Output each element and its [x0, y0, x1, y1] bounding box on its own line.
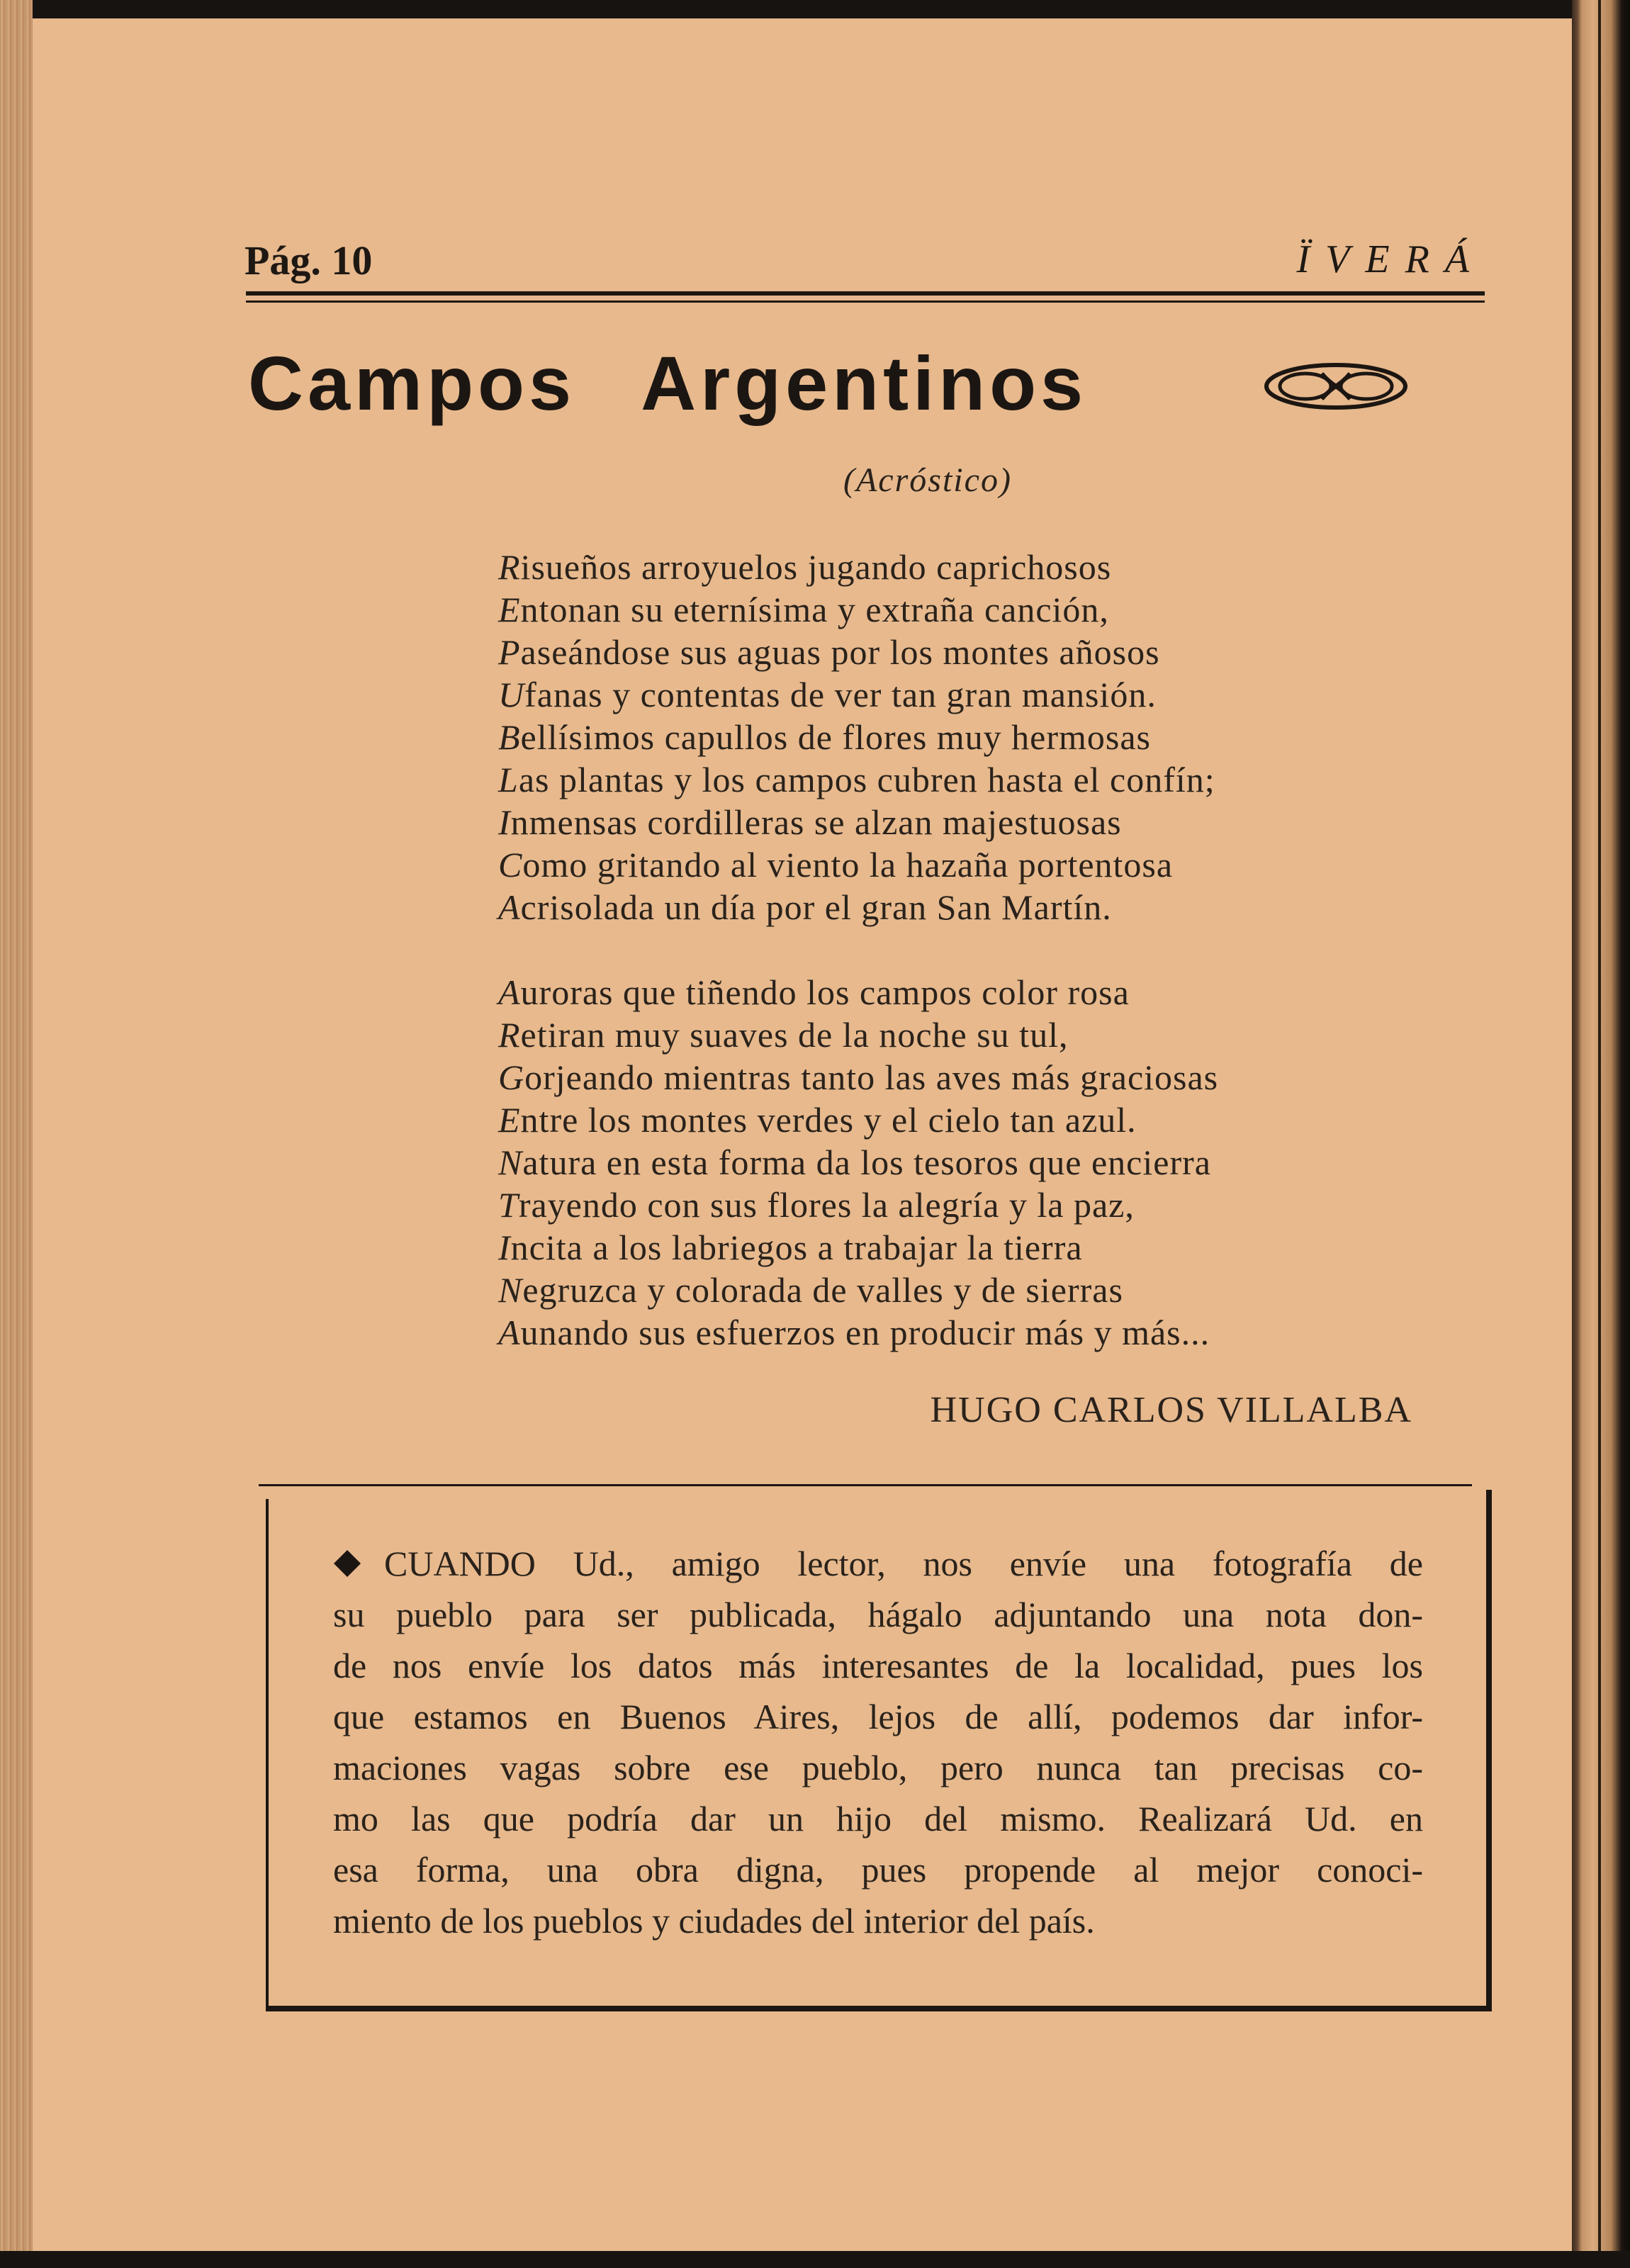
acrostic-initial: C: [498, 845, 523, 885]
poem-line: [498, 546, 1420, 588]
page-binding-edge: [0, 0, 33, 2268]
acrostic-initial: E: [498, 590, 521, 629]
acrostic-initial: L: [498, 760, 519, 799]
acrostic-initial: U: [498, 675, 525, 714]
notice-box-border-right: [1486, 1490, 1492, 2007]
acrostic-initial: B: [498, 717, 521, 757]
knot-ornament-icon: [1261, 358, 1410, 415]
notice-box-border-bottom: [266, 2006, 1492, 2011]
acrostic-initial: I: [498, 802, 511, 842]
notice-line: [333, 1538, 1423, 1589]
notice-line-text: esa forma, una obra digna, pues propende al mejor conoci-: [333, 1850, 1423, 1890]
poem-line-text: rayendo con sus flores la alegría y la paz,: [518, 1185, 1135, 1225]
article-subtitle: (Acróstico): [843, 461, 1012, 499]
poem-line-text: fanas y contentas de ver tan gran mansión.: [524, 675, 1157, 714]
notice-line: [333, 1844, 1423, 1895]
poem-line: [498, 1269, 1420, 1311]
reader-notice: [333, 1538, 1423, 1946]
poem-line: [498, 588, 1420, 631]
acrostic-initial: N: [498, 1270, 523, 1310]
poem-line-text: crisolada un día por el gran San Martín.: [520, 887, 1112, 927]
article-title: Campos Argentinos: [248, 340, 1088, 426]
notice-line-text: maciones vagas sobre ese pueblo, pero nunca tan precisas co-: [333, 1748, 1423, 1787]
poem-line: [498, 971, 1420, 1014]
poem-line-text: ellísimos capullos de flores muy hermosas: [520, 717, 1152, 757]
poem-line-text: isueños arroyuelos jugando caprichosos: [520, 547, 1112, 587]
header-rule-thin: [246, 301, 1485, 303]
page-header: [244, 237, 1485, 286]
poem-line-text: ntre los montes verdes y el cielo tan azul.: [520, 1100, 1137, 1140]
notice-line: [333, 1793, 1423, 1844]
poem-line: [498, 1184, 1420, 1226]
notice-line: [333, 1742, 1423, 1793]
notice-box-border-top: [259, 1484, 1472, 1486]
notice-line-text: de nos envíe los datos más interesantes de la localidad, pues los: [333, 1646, 1423, 1685]
acrostic-initial: E: [498, 1100, 521, 1140]
notice-line: [333, 1589, 1423, 1640]
notice-line-text: miento de los pueblos y ciudades del interior del país.: [333, 1901, 1095, 1941]
poem-line: [498, 843, 1420, 886]
poem-line-text: uroras que tiñendo los campos color rosa: [520, 972, 1130, 1012]
acrostic-initial: R: [498, 1015, 521, 1055]
notice-box-border-left: [266, 1499, 269, 2009]
acrostic-initial: N: [498, 1143, 523, 1182]
poem-line-text: nmensas cordilleras se alzan majestuosas: [510, 802, 1122, 842]
acrostic-initial: G: [498, 1057, 525, 1097]
poem-line: [498, 886, 1420, 928]
acrostic-initial: R: [498, 547, 521, 587]
poem-line: [498, 1141, 1420, 1184]
poem-line: [498, 631, 1420, 673]
poem-line-text: ncita a los labriegos a trabajar la tierra: [510, 1228, 1083, 1267]
acrostic-initial: T: [498, 1185, 519, 1225]
poem-line: [498, 1056, 1420, 1099]
notice-line-text: que estamos en Buenos Aires, lejos de allí, podemos dar infor-: [333, 1697, 1423, 1736]
scan-top-border: [0, 0, 1630, 18]
poem-line-text: egruzca y colorada de valles y de sierras: [522, 1270, 1123, 1310]
poem-line: [498, 758, 1420, 801]
poem-line: [498, 801, 1420, 843]
acrostic-initial: P: [498, 632, 521, 672]
notice-line: [333, 1691, 1423, 1742]
poem-line-text: orjeando mientras tanto las aves más graciosas: [524, 1057, 1219, 1097]
poem-line-text: as plantas y los campos cubren hasta el confín;: [518, 760, 1215, 799]
poem-line: [498, 716, 1420, 758]
poem-stanza: [498, 546, 1420, 928]
poem-line-text: aseándose sus aguas por los montes añosos: [520, 632, 1160, 672]
poem-line: [498, 1014, 1420, 1056]
poem-line-text: unando sus esfuerzos en producir más y más...: [520, 1313, 1210, 1352]
acrostic-initial: I: [498, 1228, 511, 1267]
acrostic-initial: A: [498, 1313, 521, 1352]
poem-line-text: ntonan su eternísima y extraña canción,: [520, 590, 1109, 629]
poem-line-text: atura en esta forma da los tesoros que encierra: [522, 1143, 1211, 1182]
poem-line-text: etiran muy suaves de la noche su tul,: [520, 1015, 1069, 1055]
running-title: ÏVERÁ: [1296, 237, 1485, 281]
notice-line-text: mo las que podría dar un hijo del mismo. Realizará Ud. en: [333, 1799, 1423, 1838]
acrostic-poem: [498, 546, 1420, 1354]
poem-line: [498, 1099, 1420, 1141]
notice-line-text: CUANDO Ud., amigo lector, nos envíe una fotografía de: [384, 1544, 1423, 1583]
page-fold-line: [1598, 0, 1601, 2268]
poem-line-text: omo gritando al viento la hazaña portentosa: [522, 845, 1174, 885]
poem-line: [498, 1311, 1420, 1354]
notice-line: [333, 1895, 1423, 1946]
author-signature: HUGO CARLOS VILLALBA: [930, 1390, 1412, 1430]
acrostic-initial: A: [498, 972, 521, 1012]
poem-line: [498, 673, 1420, 716]
diamond-bullet-icon: [333, 1549, 361, 1578]
notice-line-text: su pueblo para ser publicada, hágalo adjuntando una nota don-: [333, 1595, 1423, 1634]
notice-line: [333, 1640, 1423, 1691]
page-number: Pág. 10: [244, 237, 373, 284]
header-rule-thick: [246, 291, 1485, 296]
scan-bottom-border: [0, 2251, 1630, 2268]
page-stack-edge: [1572, 0, 1630, 2268]
acrostic-initial: A: [498, 887, 521, 927]
poem-stanza: [498, 971, 1420, 1354]
poem-line: [498, 1226, 1420, 1269]
